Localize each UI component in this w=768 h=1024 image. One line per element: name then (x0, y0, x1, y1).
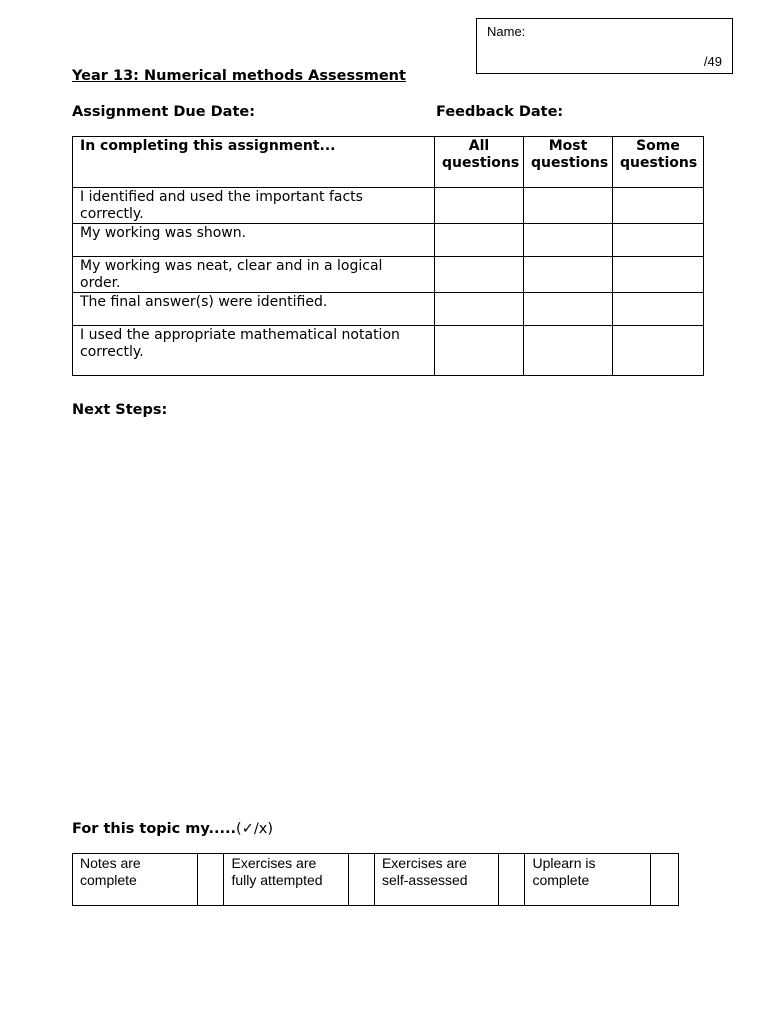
topic-label-symbols: (✓/x) (236, 821, 273, 837)
table-row (73, 293, 704, 326)
checklist-item-exercises-assessed: Exercises are self-assessed (374, 854, 498, 906)
checklist-row (73, 854, 679, 906)
check-cell[interactable] (524, 293, 613, 326)
page-title: Year 13: Numerical methods Assessment (72, 68, 406, 84)
table-header-row (73, 137, 704, 188)
checklist-box-exercises-attempted[interactable] (348, 854, 374, 906)
name-label: Name: (487, 24, 526, 39)
header-some-questions: Some questions (613, 137, 704, 188)
check-cell[interactable] (613, 293, 704, 326)
table-row (73, 326, 704, 376)
table-row (73, 224, 704, 257)
check-cell[interactable] (524, 224, 613, 257)
feedback-date-label: Feedback Date: (436, 104, 564, 120)
due-date-label: Assignment Due Date: (72, 104, 256, 120)
check-cell[interactable] (435, 224, 524, 257)
check-cell[interactable] (613, 224, 704, 257)
check-cell[interactable] (524, 257, 613, 293)
header-most-questions: Most questions (524, 137, 613, 188)
check-cell[interactable] (524, 188, 613, 224)
name-box[interactable] (476, 18, 733, 74)
header-all-questions: All questions (435, 137, 524, 188)
checklist-item-exercises-attempted: Exercises are fully attempted (224, 854, 348, 906)
criterion-text: My working was neat, clear and in a logical order. (73, 257, 435, 293)
check-cell[interactable] (435, 293, 524, 326)
check-cell[interactable] (435, 326, 524, 376)
checklist-box-uplearn[interactable] (650, 854, 678, 906)
check-cell[interactable] (613, 326, 704, 376)
topic-checklist-table (72, 853, 679, 906)
checklist-item-uplearn: Uplearn is complete (525, 854, 650, 906)
self-assessment-table (72, 136, 704, 376)
checklist-box-notes[interactable] (198, 854, 224, 906)
criterion-text: The final answer(s) were identified. (73, 293, 435, 326)
table-row (73, 188, 704, 224)
checklist-box-exercises-assessed[interactable] (499, 854, 525, 906)
check-cell[interactable] (435, 188, 524, 224)
check-cell[interactable] (435, 257, 524, 293)
header-criteria: In completing this assignment... (73, 137, 435, 188)
check-cell[interactable] (613, 257, 704, 293)
topic-checklist-label (72, 821, 273, 837)
check-cell[interactable] (613, 188, 704, 224)
topic-label-bold: For this topic my..... (72, 821, 237, 837)
next-steps-label: Next Steps: (72, 402, 168, 418)
criterion-text: I used the appropriate mathematical notation correctly. (73, 326, 435, 376)
score-total: /49 (703, 54, 722, 69)
checklist-item-notes: Notes are complete (73, 854, 198, 906)
check-cell[interactable] (524, 326, 613, 376)
criterion-text: My working was shown. (73, 224, 435, 257)
table-row (73, 257, 704, 293)
criterion-text: I identified and used the important facts correctly. (73, 188, 435, 224)
